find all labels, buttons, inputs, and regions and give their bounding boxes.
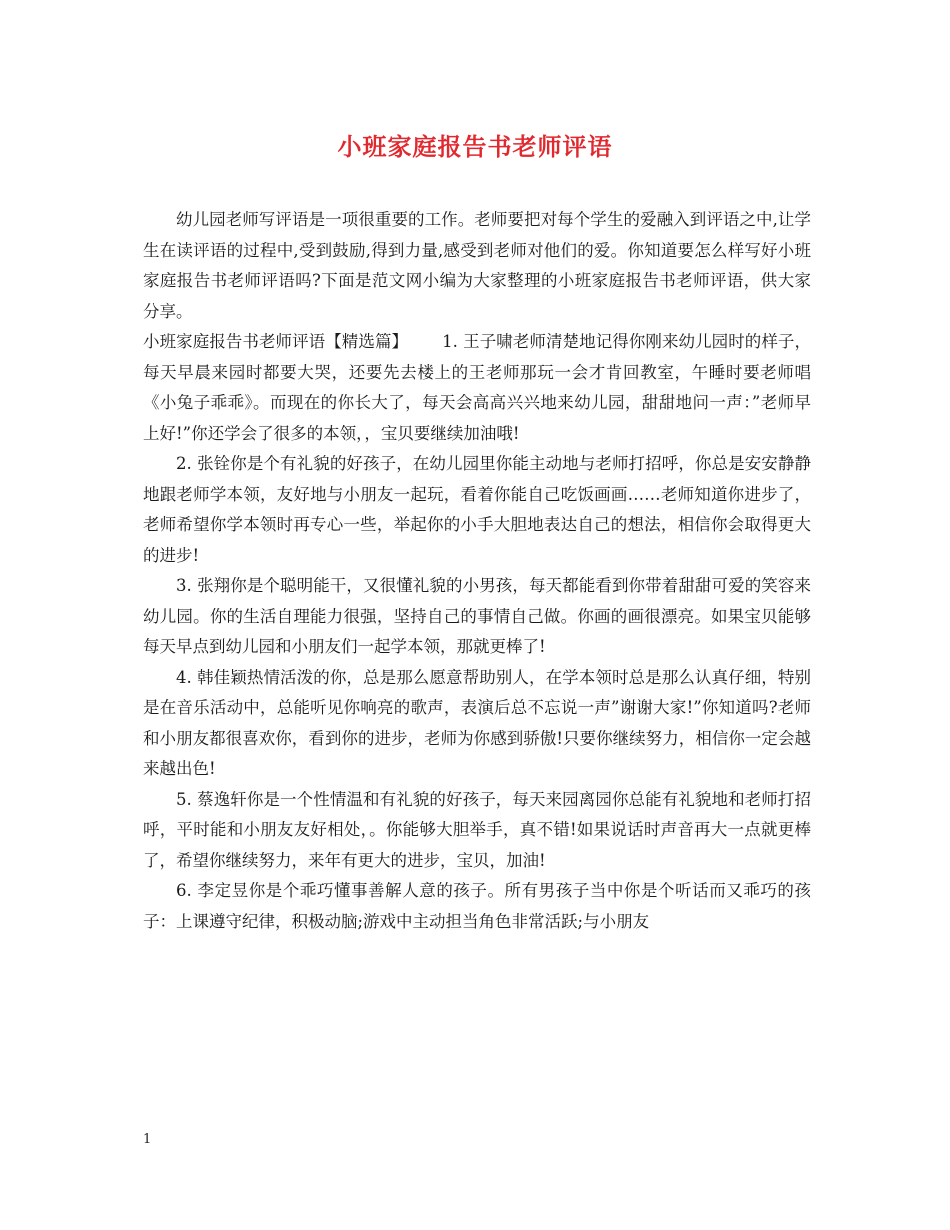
first-comment-paragraph [143,327,811,449]
comment-6: 6. 李定昱你是个乖巧懂事善解人意的孩子。所有男孩子当中你是个听话而又乖巧的孩子：上课遵守纪律，积极动脑;游戏中主动担当角色非常活跃;与小朋友 [143,881,811,931]
comment-5: 5. 蔡逸轩你是一个性情温和有礼貌的好孩子，每天来园离园你总能有礼貌地和老师打招呼，平时能和小朋友友好相处，。你能够大胆举手，真不错!如果说话时声音再大一点就更棒了，希望你继续努力，来年有更大的进步，宝贝，加油! [143,789,811,870]
comment-3: 3. 张翔你是个聪明能干，又很懂礼貌的小男孩，每天都能看到你带着甜甜可爱的笑容来幼儿园。你的生活自理能力很强，坚持自己的事情自己做。你画的画很漂亮。如果宝贝能够每天早点到幼儿园和小朋友们一起学本领，那就更棒了! [143,576,811,656]
comment-2: 2. 张铨你是个有礼貌的好孩子，在幼儿园里你能主动地与老师打招呼，你总是安安静静地跟老师学本领，友好地与小朋友一起玩，看着你能自己吃饭画画……老师知道你进步了，老师希望你学本领时再专心一些，举起你的小手大胆地表达自己的想法，相信你会取得更大的进步! [143,454,811,565]
comment-1: 1. 王子啸老师清楚地记得你刚来幼儿园时的样子，每天早晨来园时都要大哭，还要先去楼上的王老师那玩一会才肯回教室，午睡时要老师唱《小兔子乖乖》。而现在的你长大了，每天会高高兴兴地来幼儿园，甜甜地问一声：”老师早上好!”你还学会了很多的本领，，宝贝要继续加油哦! [143,332,812,443]
comment-4: 4. 韩佳颖热情活泼的你，总是那么愿意帮助别人，在学本领时总是那么认真仔细，特别是在音乐活动中，总能听见你响亮的歌声，表演后总不忘说一声”谢谢大家!”你知道吗?老师和小朋友都很喜欢你，看到你的进步，老师为你感到骄傲!只要你继续努力，相信你一定会越来越出色! [143,667,811,778]
document-title: 小班家庭报告书老师评语 [337,132,613,161]
document-body [143,205,811,937]
section-heading: 小班家庭报告书老师评语【精选篇】 [143,332,409,351]
intro-paragraph: 幼儿园老师写评语是一项很重要的工作。老师要把对每个学生的爱融入到评语之中,让学生在读评语的过程中,受到鼓励,得到力量,感受到老师对他们的爱。你知道要怎么样写好小班家庭报告书老师评语吗?下面是范文网小编为大家整理的小班家庭报告书老师评语，供大家分享。 [143,210,811,321]
page-number: 1 [143,1132,152,1147]
